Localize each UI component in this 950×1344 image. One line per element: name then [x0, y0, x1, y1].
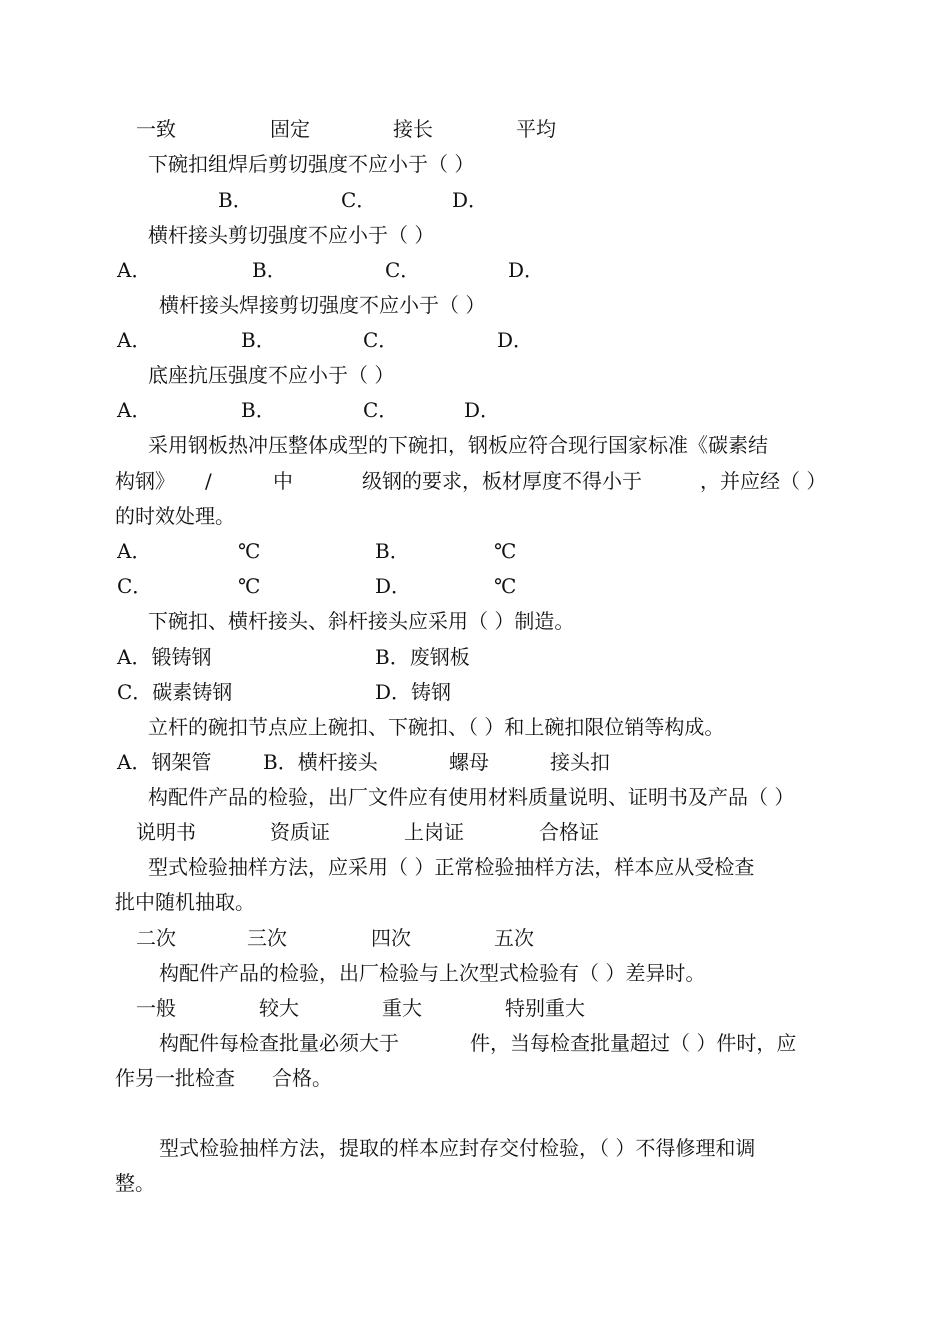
text-fragment: ，并应经（ ） [700, 469, 827, 493]
question-text: 横杆接头剪切强度不应小于（ ） [148, 223, 435, 247]
unit: ℃ [238, 539, 261, 563]
question-text: 底座抗压强度不应小于（ ） [148, 363, 395, 387]
option: A．锻铸钢 [117, 645, 212, 669]
option: D． [375, 574, 412, 598]
option: 特别重大 [505, 996, 585, 1020]
text-fragment: 级钢的要求，板材厚度不得小于 [362, 469, 642, 493]
option: C． [363, 328, 399, 352]
option: 接头扣 [550, 750, 610, 774]
option: B． [218, 188, 253, 212]
unit: ℃ [494, 574, 517, 598]
option: B．废钢板 [375, 645, 470, 669]
question-text: 构配件产品的检验，出厂文件应有使用材料质量说明、证明书及产品（ ） [148, 785, 795, 809]
option: B． [241, 328, 276, 352]
option: 资质证 [270, 820, 330, 844]
option: 三次 [247, 926, 287, 950]
text-fragment: 构配件每检查批量必须大于 [159, 1031, 399, 1055]
option: 重大 [382, 996, 422, 1020]
text-fragment: 中 [273, 469, 293, 493]
option: 合格证 [539, 820, 599, 844]
option: A． [117, 539, 152, 563]
question-text: 型式检验抽样方法，提取的样本应封存交付检验，（ ）不得修理和调 [159, 1136, 756, 1160]
option: C． [363, 398, 399, 422]
question-text: 构配件产品的检验，出厂检验与上次型式检验有（ ）差异时。 [159, 961, 706, 985]
option: A． [117, 258, 152, 282]
option: C． [385, 258, 421, 282]
option: B． [375, 539, 410, 563]
question-text: 立杆的碗扣节点应上碗扣、下碗扣、（ ）和上碗扣限位销等构成。 [148, 715, 725, 739]
option: A． [117, 328, 152, 352]
option: 螺母 [449, 750, 489, 774]
option: 四次 [371, 926, 411, 950]
option: 一般 [136, 996, 176, 1020]
option: 较大 [259, 996, 299, 1020]
question-text: 采用钢板热冲压整体成型的下碗扣，钢板应符合现行国家标准《碳素结 [148, 433, 768, 457]
question-text: 整。 [115, 1171, 155, 1195]
option: 二次 [136, 926, 176, 950]
option: B． [252, 258, 287, 282]
option: 一致 [136, 117, 176, 141]
question-text: 下碗扣、横杆接头、斜杆接头应采用（ ）制造。 [148, 609, 575, 633]
question-text: 型式检验抽样方法，应采用（ ）正常检验抽样方法，样本应从受检查 [148, 855, 755, 879]
option: 说明书 [136, 820, 196, 844]
option: C． [341, 188, 377, 212]
question-text: 横杆接头焊接剪切强度不应小于（ ） [159, 293, 486, 317]
text-fragment: / [205, 469, 212, 493]
text-fragment: 合格。 [272, 1066, 332, 1090]
option: D．铸钢 [375, 680, 452, 704]
text-fragment: 构钢》 [115, 469, 175, 493]
question-text: 的时效处理。 [115, 504, 235, 528]
question-text: 批中随机抽取。 [115, 890, 255, 914]
option: A． [117, 398, 152, 422]
option: C． [117, 574, 153, 598]
option: 平均 [516, 117, 556, 141]
option: 五次 [494, 926, 534, 950]
text-fragment: 作另一批检查 [115, 1066, 235, 1090]
option: 固定 [270, 117, 310, 141]
option: A．钢架管 [117, 750, 212, 774]
option: D． [464, 398, 501, 422]
option: D． [508, 258, 545, 282]
option: 上岗证 [404, 820, 464, 844]
option: D． [452, 188, 489, 212]
unit: ℃ [238, 574, 261, 598]
option: C．碳素铸钢 [117, 680, 233, 704]
option: 接长 [393, 117, 433, 141]
option: D． [497, 328, 534, 352]
unit: ℃ [494, 539, 517, 563]
option: B． [241, 398, 276, 422]
text-fragment: 件，当每检查批量超过（ ）件时，应 [470, 1031, 797, 1055]
question-text: 下碗扣组焊后剪切强度不应小于（ ） [148, 152, 475, 176]
option: B．横杆接头 [263, 750, 378, 774]
